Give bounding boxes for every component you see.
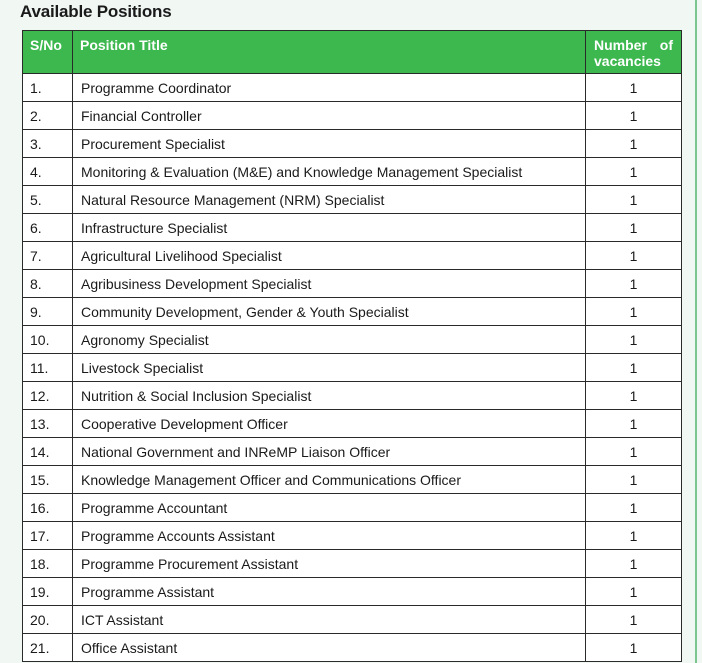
row-serial-number: 15.	[23, 466, 73, 494]
section-heading: Available Positions	[20, 2, 172, 21]
row-vacancy-count: 1	[586, 634, 682, 662]
positions-table	[22, 30, 682, 662]
column-header-vacancies	[586, 31, 682, 74]
row-position-title: Nutrition & Social Inclusion Specialist	[73, 382, 586, 410]
row-position-title: Agribusiness Development Specialist	[73, 270, 586, 298]
row-vacancy-count: 1	[586, 242, 682, 270]
row-position-title: Programme Assistant	[73, 578, 586, 606]
row-serial-number: 19.	[23, 578, 73, 606]
row-serial-number: 21.	[23, 634, 73, 662]
column-header-vacancies-line1: Number of	[594, 37, 673, 53]
table-row	[23, 382, 682, 410]
row-vacancy-count: 1	[586, 438, 682, 466]
row-vacancy-count: 1	[586, 326, 682, 354]
table-row	[23, 270, 682, 298]
row-serial-number: 7.	[23, 242, 73, 270]
row-serial-number: 16.	[23, 494, 73, 522]
row-vacancy-count: 1	[586, 382, 682, 410]
row-position-title: Natural Resource Management (NRM) Specialist	[73, 186, 586, 214]
row-position-title: Agricultural Livelihood Specialist	[73, 242, 586, 270]
row-position-title: Livestock Specialist	[73, 354, 586, 382]
row-position-title: Office Assistant	[73, 634, 586, 662]
row-serial-number: 5.	[23, 186, 73, 214]
row-serial-number: 20.	[23, 606, 73, 634]
table-row	[23, 326, 682, 354]
row-vacancy-count: 1	[586, 494, 682, 522]
row-position-title: Procurement Specialist	[73, 130, 586, 158]
row-serial-number: 6.	[23, 214, 73, 242]
row-serial-number: 17.	[23, 522, 73, 550]
table-row	[23, 606, 682, 634]
row-position-title: National Government and INReMP Liaison Officer	[73, 438, 586, 466]
row-serial-number: 13.	[23, 410, 73, 438]
row-vacancy-count: 1	[586, 606, 682, 634]
row-vacancy-count: 1	[586, 522, 682, 550]
row-serial-number: 8.	[23, 270, 73, 298]
table-header-row	[23, 31, 682, 74]
row-vacancy-count: 1	[586, 410, 682, 438]
table-row	[23, 298, 682, 326]
table-row	[23, 522, 682, 550]
row-vacancy-count: 1	[586, 130, 682, 158]
row-vacancy-count: 1	[586, 298, 682, 326]
row-vacancy-count: 1	[586, 270, 682, 298]
table-row	[23, 438, 682, 466]
row-position-title: Knowledge Management Officer and Communications Officer	[73, 466, 586, 494]
row-vacancy-count: 1	[586, 578, 682, 606]
table-row	[23, 130, 682, 158]
row-vacancy-count: 1	[586, 74, 682, 102]
row-serial-number: 3.	[23, 130, 73, 158]
table-row	[23, 102, 682, 130]
row-position-title: ICT Assistant	[73, 606, 586, 634]
table-row	[23, 466, 682, 494]
column-header-vacancies-line2: vacancies	[594, 53, 661, 69]
row-position-title: Agronomy Specialist	[73, 326, 586, 354]
column-header-sno: S/No	[23, 31, 73, 74]
table-row	[23, 354, 682, 382]
table-row	[23, 578, 682, 606]
table-row	[23, 186, 682, 214]
table-row	[23, 214, 682, 242]
row-serial-number: 2.	[23, 102, 73, 130]
row-vacancy-count: 1	[586, 102, 682, 130]
row-vacancy-count: 1	[586, 354, 682, 382]
table-row	[23, 410, 682, 438]
column-header-position-title: Position Title	[73, 31, 586, 74]
row-serial-number: 1.	[23, 74, 73, 102]
row-position-title: Monitoring & Evaluation (M&E) and Knowledge Management Specialist	[73, 158, 586, 186]
row-position-title: Infrastructure Specialist	[73, 214, 586, 242]
row-serial-number: 18.	[23, 550, 73, 578]
table-row	[23, 242, 682, 270]
row-serial-number: 14.	[23, 438, 73, 466]
row-serial-number: 4.	[23, 158, 73, 186]
row-vacancy-count: 1	[586, 550, 682, 578]
table-row	[23, 494, 682, 522]
row-serial-number: 10.	[23, 326, 73, 354]
table-row	[23, 550, 682, 578]
row-position-title: Financial Controller	[73, 102, 586, 130]
row-serial-number: 12.	[23, 382, 73, 410]
row-position-title: Programme Coordinator	[73, 74, 586, 102]
table-row	[23, 158, 682, 186]
row-position-title: Cooperative Development Officer	[73, 410, 586, 438]
table-row	[23, 634, 682, 662]
row-vacancy-count: 1	[586, 158, 682, 186]
row-position-title: Programme Accountant	[73, 494, 586, 522]
row-serial-number: 11.	[23, 354, 73, 382]
table-row	[23, 74, 682, 102]
row-position-title: Community Development, Gender & Youth Specialist	[73, 298, 586, 326]
row-position-title: Programme Accounts Assistant	[73, 522, 586, 550]
row-vacancy-count: 1	[586, 186, 682, 214]
row-serial-number: 9.	[23, 298, 73, 326]
row-position-title: Programme Procurement Assistant	[73, 550, 586, 578]
row-vacancy-count: 1	[586, 214, 682, 242]
row-vacancy-count: 1	[586, 466, 682, 494]
